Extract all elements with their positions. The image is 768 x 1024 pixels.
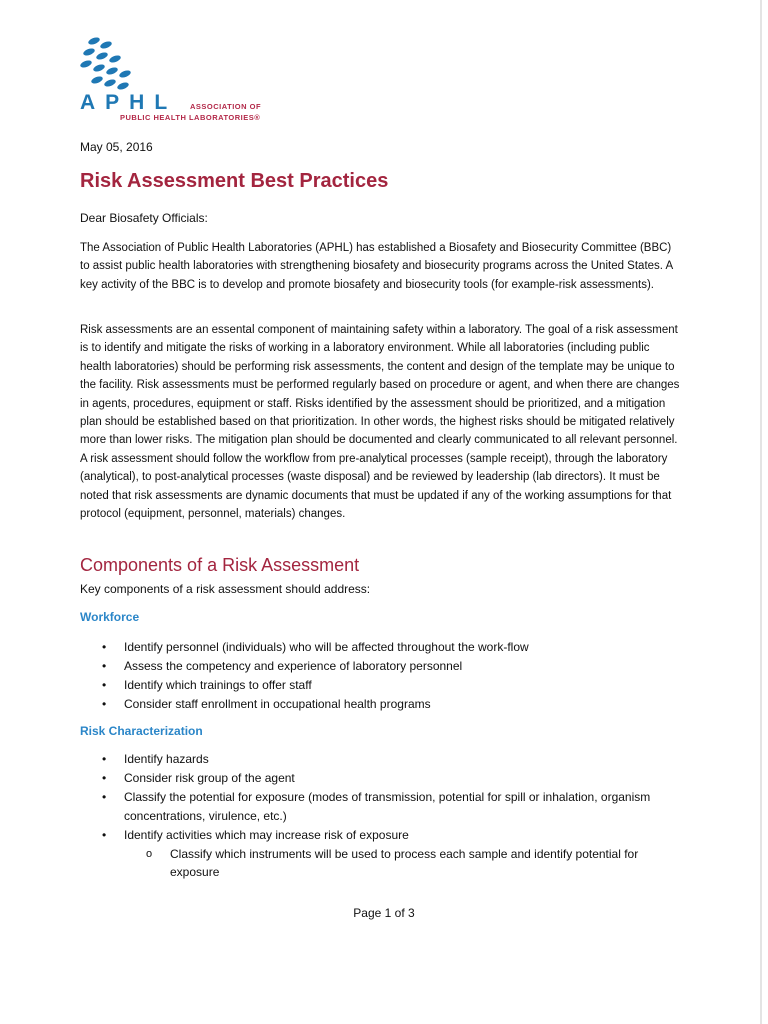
sub-list [124,845,684,881]
sub-list-item [124,845,670,881]
bullet-icon: • [102,790,107,804]
list-item-text: Consider staff enrollment in occupational health programs [124,697,431,711]
list-item [98,657,684,676]
risk-characterization-heading: Risk Characterization [80,724,203,738]
list-item [98,826,684,881]
list-item [98,788,684,826]
circle-bullet-icon: o [146,848,153,860]
letter-date: May 05, 2016 [80,140,153,154]
list-item [98,750,684,769]
bullet-icon: • [102,640,107,654]
paragraph-intro: The Association of Public Health Laboratories (APHL) has established a Biosafety and Biosecurity Committee (BBC) to assist public health laboratories with strengthening biosafety and biosecurity programs across the United States. A key activity of the BBC is to develop and promote biosafety and biosecurity tools (for example-risk assessments). [80,242,673,291]
paragraph-risk-assessments: Risk assessments are an essental component of maintaining safety within a laboratory. The goal of a risk assessment is to identify and mitigate the risks of working in a laboratory environment. While all laboratories (including public health laboratories) should be performing risk assessments, the content and design of the template may be unique to the facility. Risk assessments must be performed regularly based on procedure or agent, and when there are changes in agents, procedures, equipment or staff. Risks identified by the assessment should be prioritized, and a mitigation plan should be established based on that prioritization. In other words, the highest risks should be mitigated relatively more than lower risks. The mitigation plan should be documented and clearly communicated to all relevant personnel. A risk assessment should follow the workflow from pre-analytical processes (sample receipt), through the laboratory (analytical), to post-analytical processes (waste disposal) and be reviewed by leadership (lab directors). It must be noted that risk assessments are dynamic documents that must be updated if any of the working assumptions for that protocol (equipment, personnel, materials) changes. [80,324,680,521]
risk-characterization-list [98,750,684,881]
logo-line-2: PUBLIC HEALTH LABORATORIES® [120,113,261,122]
sub-list-item-text: Classify which instruments will be used to process each sample and identify potential for exposure [170,847,639,879]
page-title: Risk Assessment Best Practices [80,170,389,192]
bullet-icon: • [102,771,107,785]
bullet-icon: • [102,678,107,692]
salutation: Dear Biosafety Officials: [80,211,208,225]
page-edge [760,0,762,1024]
list-item-text: Classify the potential for exposure (modes of transmission, potential for spill or inhalation, organism concentrations, virulence, etc.) [124,790,651,823]
list-item-text: Consider risk group of the agent [124,771,295,785]
list-item-text: Identify hazards [124,752,209,766]
aphl-logo [80,36,320,128]
list-item-text: Identify activities which may increase risk of exposure [124,828,409,842]
bullet-icon: • [102,752,107,766]
logo-line-1: ASSOCIATION OF [190,102,262,111]
list-item-text: Identify which trainings to offer staff [124,678,312,692]
list-item [98,695,684,714]
aphl-logo-mark-icon [80,36,150,98]
list-item-text: Assess the competency and experience of laboratory personnel [124,659,463,673]
workforce-list [98,638,684,714]
page-number: Page 1 of 3 [353,906,415,920]
logo-letters: APHL [80,91,178,114]
list-item [98,638,684,657]
section-intro: Key components of a risk assessment should address: [80,582,371,596]
workforce-heading: Workforce [80,610,140,624]
bullet-icon: • [102,659,107,673]
bullet-icon: • [102,697,107,711]
bullet-icon: • [102,828,107,842]
list-item [98,676,684,695]
list-item-text: Identify personnel (individuals) who will be affected throughout the work-flow [124,640,529,654]
section-heading: Components of a Risk Assessment [80,555,360,575]
list-item [98,769,684,788]
